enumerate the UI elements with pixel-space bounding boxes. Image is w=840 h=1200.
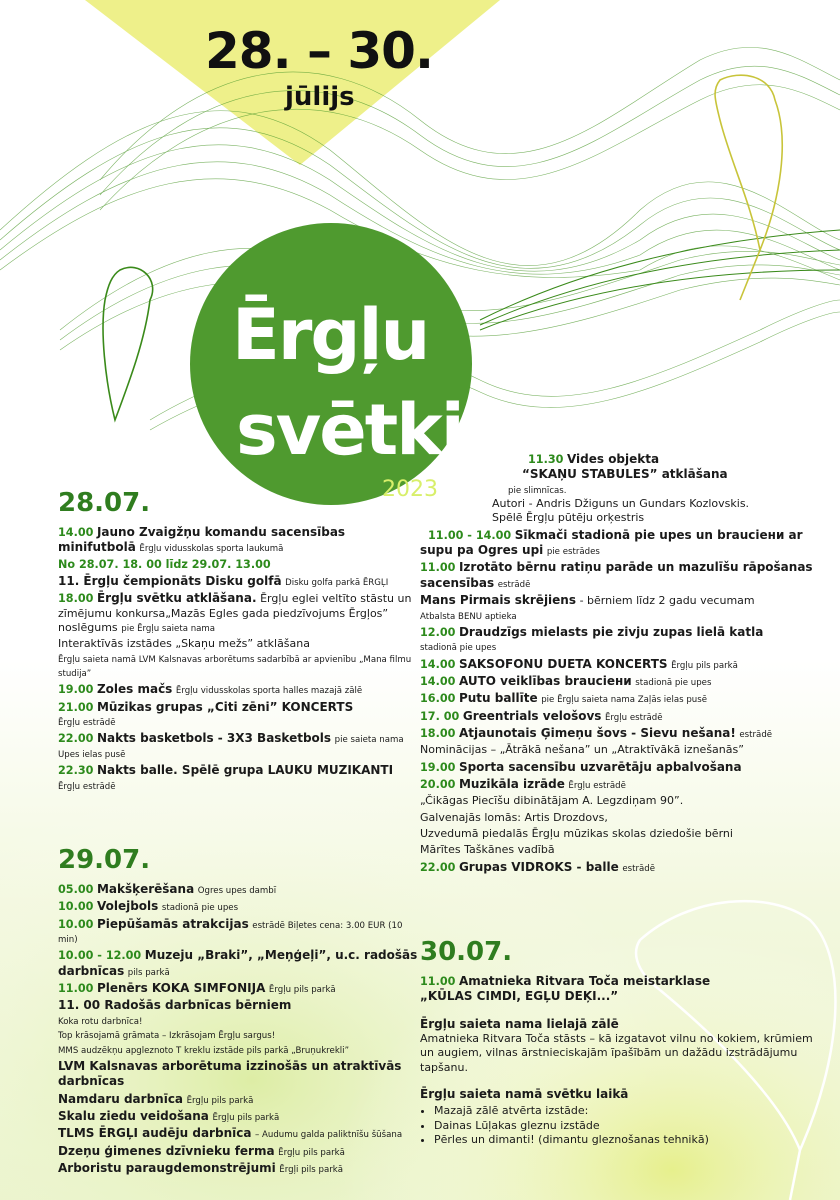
list-item: • Dainas Lūļakas gleznu izstāde [434,1119,820,1133]
list-item: 21.00 Mūzikas grupas „Citi zēni” KONCERTS Ērgļu estrādē [58,699,354,729]
list-item: 19.00 Zoles mačs Ērgļu vidusskolas sporta halles mazajā zālē [58,682,363,697]
list-item: 18.00 Ērgļu svētku atklāšana. Ērgļu eglei veltīto stāstu un zīmējumu konkursa„Mazās Egles gada piedzīvojums Ērgļos” noslēgums pie Ērgļu saieta nama [58,591,412,635]
list-item: TLMS ĒRGĻI audēju darbnīca – Audumu galda paliktnīšu šūšana [58,1126,403,1141]
event-month: jūlijs [285,82,355,112]
list-item: 16.00 Putu ballīte pie Ērgļu saieta nama Zaļās ielas pusē [420,691,708,706]
list-item: 11. 00 Radošās darbnīcas bērniem [58,998,292,1013]
list-item: 14.00 Jauno Zvaigžņu komandu sacensības minifutbolā Ērgļu vidusskolas sporta laukumā [58,525,346,555]
list-item: • Mazajā zālē atvērta izstāde: [434,1104,820,1118]
list-item: 11.00 Izrotāto bērnu ratiņu parāde un mazulīšu rāpošanas sacensības estrādē [420,560,813,590]
list-item: 20.00 Muzikāla izrāde Ērgļu estrādē [420,777,626,791]
list-item: LVM Kalsnavas arborētuma izzinošās un atraktīvās darbnīcas [58,1058,402,1089]
list-item: Dzeņu ģimenes dzīvnieku ferma Ērgļu pils parkā [58,1143,345,1158]
list-item: 22.00 Grupas VIDROKS - balle estrādē [420,859,656,874]
list-item: Galvenajās lomās: Artis Drozdovs, [420,810,608,824]
bird-outline-right [715,75,782,300]
list-item: Mārītes Taškānes vadībā [420,843,555,857]
list-item: 19.00 Sporta sacensību uzvarētāju apbalvošana [420,759,742,774]
title-line-2: svētki [236,389,463,471]
list-item: „Čikāgas Piecīšu dibinātājam A. Legzdiņam 90”. [420,794,684,808]
day-heading-29: 29.07. [58,845,151,875]
list-item: 11.30 Vides objekta “SKAŅU STABULES” atklāšana pie slimnīcas. Autori - Andris Džiguns un Gundars Kozlovskis. Spēlē Ērgļu pūtēju orķestris [492,452,750,525]
day-heading-28: 28.07. [58,488,151,518]
bird-outline-left [103,267,153,420]
list-item: 22.00 Nakts basketbols - 3X3 Basketbols pie saieta nama Upes ielas pusē [58,731,404,760]
list-item: No 28.07. 18. 00 līdz 29.07. 13.00 [58,557,271,571]
list-item: Namdaru darbnīca Ērgļu pils parkā [58,1091,254,1106]
list-item: 14.00 SAKSOFONU DUETA KONCERTS Ērgļu pils parkā [420,656,738,671]
list-item: 10.00 - 12.00 Muzeju „Braki”, „Meņģeļi”, u.c. radošās darbnīcas pils parkā [58,948,418,978]
list-item: • Pērles un dimanti! (dimantu gleznošanas tehnikā) [434,1133,820,1147]
day-heading-30: 30.07. [420,937,513,967]
list-item: 18.00 Atjaunotais Ģimeņu šovs - Sievu nešana! estrādē [420,725,773,740]
schedule-day2 [58,882,418,1178]
list-item: 10.00 Volejbols stadionā pie upes [58,899,239,914]
list-item: 14.00 AUTO veiklības brauciени stadionā pie upes [420,673,712,688]
list-item: 12.00 Draudzīgs mielasts pie zivju zupas lielā katla stadionā pie upes [420,624,764,654]
list-item: Uzvedumā piedalās Ērgļu mūzikas skolas dziedošie bērni [420,827,733,841]
schedule-day1-right [420,452,820,877]
list-item: 10.00 Piepūšamās atrakcijas estrādē Biļetes cena: 3.00 EUR (10 min) [58,916,403,946]
list-item: Nominācijas – „Ātrākā nešana” un „Atraktīvākā iznešanās” [420,743,744,757]
title-year: 2023 [382,477,438,502]
list-item: 17. 00 Greentrials velošovs Ērgļu estrādē [420,708,663,723]
list-item: Ērgļu saieta namā svētku laikā • Mazajā zālē atvērta izstāde: • Dainas Lūļakas gleznu izstāde • Pērles un dimanti! (dimantu gleznošanas tehnikā) [420,1087,820,1147]
list-item: 11.00 Amatnieka Ritvara Toča meistarklase „KŪLAS CIMDI, EGĻU DEĶI...” [420,974,711,1004]
exhibit-list [420,1104,820,1146]
title-line-1: Ērgļu [232,294,429,376]
list-item: 22.30 Nakts balle. Spēlē grupa LAUKU MUZIKANTI Ērgļu estrādē [58,763,394,792]
list-item: 11. Ērgļu čempionāts Disku golfā Disku golfa parkā ĒRGĻI [58,574,389,589]
list-item: Skalu ziedu veidošana Ērgļu pils parkā [58,1108,280,1123]
list-item: Mans Pirmais skrējiens - bērniem līdz 2 gadu vecumam Atbalsta BENU aptieka [420,593,755,622]
list-item: Interaktīvās izstādes „Skaņu mežs” atklāšana Ērgļu saieta namā LVM Kalsnavas arborētums sadarbībā ar apvienību „Mana filmu studija” [58,637,412,680]
schedule-day3 [420,974,820,1149]
event-dates: 28. – 30. [205,22,433,80]
list-item: Koka rotu darbnīca! Top krāsojamā grāmata – Izkrāsojam Ērgļu sargus! MMS audzēkņu apgleznoto T kreklu izstāde pils parkā „Bruņukrekli” [58,1016,350,1056]
list-item: 11.00 - 14.00 Sīkmači stadionā pie upes un brauciени ar supu pa Ogres upi pie estrādes [420,527,803,558]
list-item: Ērgļu saieta nama lielajā zālē Amatnieka Ritvara Toča stāsts – kā izgatavot vilnu no kokiem, krūmiem un augiem, vilnas ārstnieciskajām īpašībām un dažādu izstrādājumu tapšanu. [420,1016,813,1074]
list-item: Arboristu paraugdemonstrējumi Ērgļi pils parkā [58,1160,344,1175]
schedule-day1-left [58,525,418,795]
list-item: 11.00 Plenērs KOKA SIMFONIJA Ērgļu pils parkā [58,981,336,996]
list-item: 05.00 Makšķerēšana Ogres upes dambī [58,882,277,896]
